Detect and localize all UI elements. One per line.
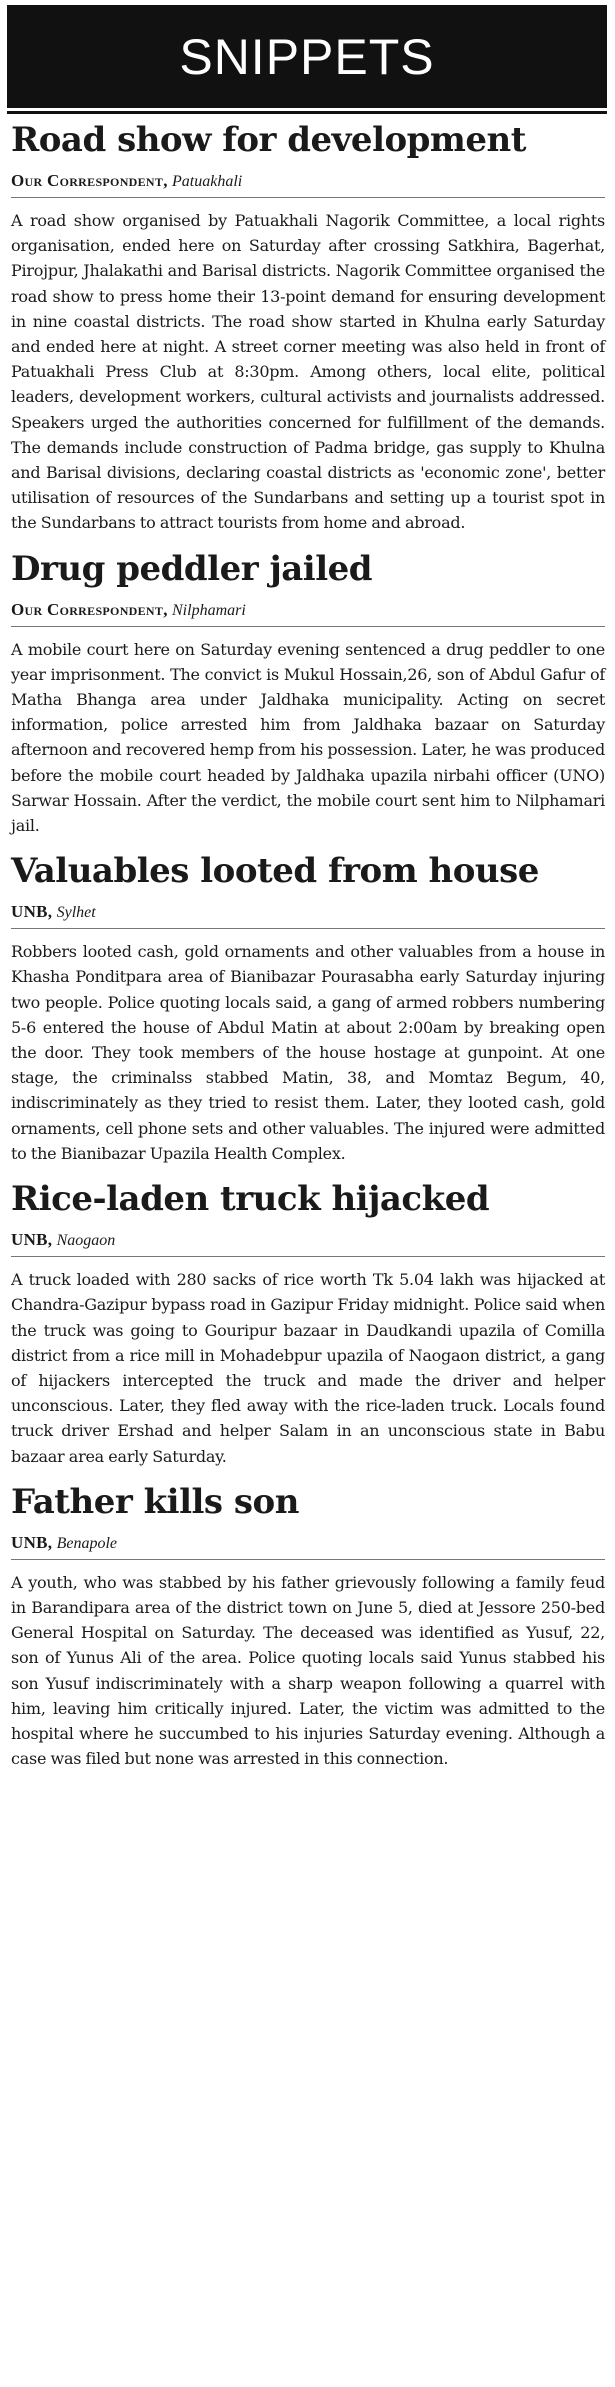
story-headline: Valuables looted from house	[11, 851, 539, 892]
byline-agency: Our Correspondent,	[11, 599, 168, 619]
story-road-show	[11, 117, 605, 544]
byline-location: Nilphamari	[172, 601, 246, 619]
byline-location: Sylhet	[56, 904, 96, 922]
byline-agency: UNB,	[11, 902, 53, 922]
story-byline	[11, 898, 605, 929]
byline-agency: Our Correspondent,	[11, 171, 168, 190]
story-byline	[11, 1226, 605, 1257]
story-truck-hijacked	[11, 1176, 605, 1477]
story-body: A youth, who was stabbed by his father grievously following a family feud in Barandipara area of the district town on June 5, died at Jessore 250-bed General Hospital on Saturday. The deceased was identified as Yusuf, 22, son of Yunus Ali of the area. Police quoting locals said Yunus stabbed his son Yusuf indiscriminately with a sharp weapon following a quarrel with him, leaving him critically injured. Later, the victim was admitted to the hospital where he succumbed to his injuries Saturday evening. Although a case was filed but none was arrested in this connection.	[11, 1572, 605, 1769]
byline-agency: UNB,	[11, 1230, 53, 1250]
story-byline	[11, 596, 605, 627]
story-body: A truck loaded with 280 sacks of rice worth Tk 5.04 lakh was hijacked at Chandra-Gazipur bypass road in Gazipur Friday midnight. Police said when the truck was going to Gouripur bazaar in Daudkandi upazila of Comilla district from a rice mill in Mohadebpur upazila of Naogaon district, a gang of hijackers intercepted the truck and made the driver and helper unconscious. Later, they fled away with the rice-laden truck. Locals found truck driver Ershad and helper Salam in an unconscious state in Babu bazaar area early Saturday.	[11, 1270, 605, 1466]
story-body: Robbers looted cash, gold ornaments and other valuables from a house in Khasha Ponditpara area of Bianibazar Pourasabha early Saturday injuring two people. Police quoting locals said, a gang of armed robbers numbering 5-6 entered the house of Abdul Matin at about 2:00am by breaking open the door. They took members of the house hostage at gunpoint. At one stage, the criminalss stabbed Matin, 38, and Momtaz Begum, 40, indiscriminately as they tried to resist them. Later, they looted cash, gold ornaments, cell phone sets and other valuables. The injured were admitted to the Bianibazar Upazila Health Complex.	[11, 942, 605, 1163]
story-body: A mobile court here on Saturday evening sentenced a drug peddler to one year imprisonment. The convict is Mukul Hossain,26, son of Abdul Gafur of Matha Bhanga area under Jaldhaka municipality. Acting on secret information, police arrested him from Jaldhaka bazaar on Saturday afternoon and recovered hemp from his possession. Later, he was produced before the mobile court headed by Jaldhaka upazila nirbahi officer (UNO) Sarwar Hossain. After the verdict, the mobile court sent him to Nilphamari jail.	[11, 639, 605, 836]
story-byline	[11, 1529, 605, 1560]
byline-location: Naogaon	[56, 1232, 116, 1250]
story-headline: Rice-laden truck hijacked	[11, 1179, 490, 1220]
story-drug-peddler	[11, 546, 605, 847]
story-byline	[11, 167, 605, 198]
section-banner: SNIPPETS	[7, 5, 607, 111]
story-father-kills-son	[11, 1479, 605, 1780]
byline-location: Benapole	[56, 1534, 118, 1552]
story-valuables-looted	[11, 848, 605, 1174]
story-headline: Drug peddler jailed	[11, 548, 373, 589]
story-headline: Road show for development	[11, 120, 526, 160]
story-headline: Father kills son	[11, 1481, 299, 1522]
byline-location: Patuakhali	[172, 173, 243, 190]
snippets-column	[11, 117, 605, 1781]
byline-agency: UNB,	[11, 1532, 53, 1552]
story-body: A road show organised by Patuakhali Nagorik Committee, a local rights organisation, ended here on Saturday after crossing Satkhira, Bagerhat, Pirojpur, Jhalakathi and Barisal districts. Nagorik Committee organised the road show to press home their 13-point demand for ensuring development in nine coastal districts. The road show started in Khulna early Saturday and ended here at night. A street corner meeting was also held in front of Patuakhali Press Club at 8:30pm. Among others, local elite, political leaders, development workers, cultural activists and journalists addressed. Speakers urged the authorities concerned for fulfillment of the demands. The demands include construction of Padma bridge, gas supply to Khulna and Barisal divisions, declaring coastal districts as 'economic zone', better utilisation of resources of the Sundarbans and setting up a tourist spot in the Sundarbans to attract tourists from home and abroad.	[11, 211, 605, 533]
